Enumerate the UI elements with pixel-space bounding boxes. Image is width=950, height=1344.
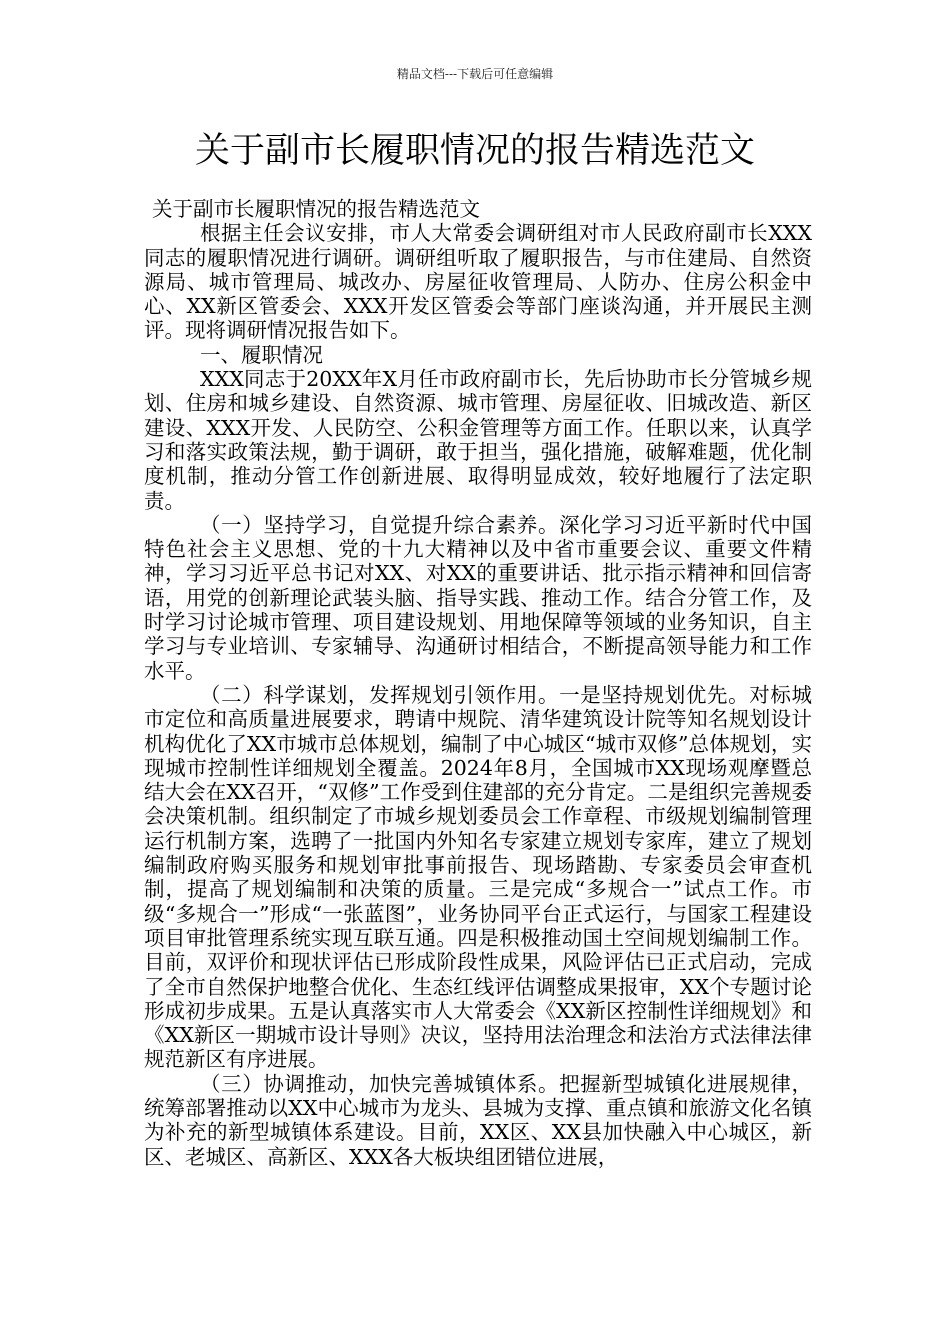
header-note: 精品文档---下载后可任意编辑	[396, 67, 554, 81]
paragraph-intro: 根据主任会议安排，市人大常委会调研组对市人民政府副市长XXX同志的履职情况进行调研。调研组听取了履职报告，与市住建局、自然资源局、城市管理局、城改办、房屋征收管理局、人防办、住房公积金中心、XX新区管委会、XXX开发区管委会等部门座谈沟通，并开展民主测评。现将调研情况报告如下。	[144, 221, 812, 343]
section-heading: 一、履职情况	[200, 342, 323, 367]
document-body	[144, 197, 812, 1169]
paragraph-overview: XXX同志于20XX年X月任市政府副市长，先后协助市长分管城乡规划、住房和城乡建设、自然资源、城市管理、房屋征收、旧城改造、新区建设、XXX开发、人民防空、公积金管理等方面工作。任职以来，认真学习和落实政策法规，勤于调研，敢于担当，强化措施，破解难题，优化制度机制，推动分管工作创新进展、取得明显成效，较好地履行了法定职责。	[144, 367, 812, 513]
paragraph-urbanization: （三）协调推动，加快完善城镇体系。把握新型城镇化进展规律，统筹部署推动以XX中心城市为龙头、县城为支撑、重点镇和旅游文化名镇为补充的新型城镇体系建设。目前，XX区、XX县加快融入中心城区，新区、老城区、高新区、XXX各大板块组团错位进展，	[144, 1071, 812, 1169]
body-subtitle: 关于副市长履职情况的报告精选范文	[152, 197, 480, 221]
document-title: 关于副市长履职情况的报告精选范文	[194, 131, 755, 171]
paragraph-study: （一）坚持学习，自觉提升综合素养。深化学习习近平新时代中国特色社会主义思想、党的十九大精神以及中省市重要会议、重要文件精神，学习习近平总书记对XX、对XX的重要讲话、批示指示精神和回信寄语，用党的创新理论武装头脑、指导实践、推动工作。结合分管工作，及时学习讨论城市管理、项目建设规划、用地保障等领域的业务知识，自主学习与专业培训、专家辅导、沟通研讨相结合，不断提高领导能力和工作水平。	[144, 512, 812, 683]
paragraph-planning: （二）科学谋划，发挥规划引领作用。一是坚持规划优先。对标城市定位和高质量进展要求，聘请中规院、清华建筑设计院等知名规划设计机构优化了XX市城市总体规划，编制了中心城区“城市双修”总体规划，实现城市控制性详细规划全覆盖。2024年8月，全国城市XX现场观摩暨总结大会在XX召开，“双修”工作受到住建部的充分肯定。二是组织完善规委会决策机制。组织制定了市城乡规划委员会工作章程、市级规划编制管理运行机制方案，选聘了一批国内外知名专家建立规划专家库，建立了规划编制政府购买服务和规划审批事前报告、现场踏勘、专家委员会审查机制，提高了规划编制和决策的质量。三是完成“多规合一”试点工作。市级“多规合一”形成“一张蓝图”，业务协同平台正式运行，与国家工程建设项目审批管理系统实现互联互通。四是积极推动国土空间规划编制工作。目前，双评价和现状评估已形成阶段性成果，风险评估已正式启动，完成了全市自然保护地整合优化、生态红线评估调整成果报审，XX个专题讨论形成初步成果。五是认真落实市人大常委会《XX新区控制性详细规划》和《XX新区一期城市设计导则》决议，坚持用法治理念和法治方式法律法律规范新区有序进展。	[144, 682, 812, 1072]
